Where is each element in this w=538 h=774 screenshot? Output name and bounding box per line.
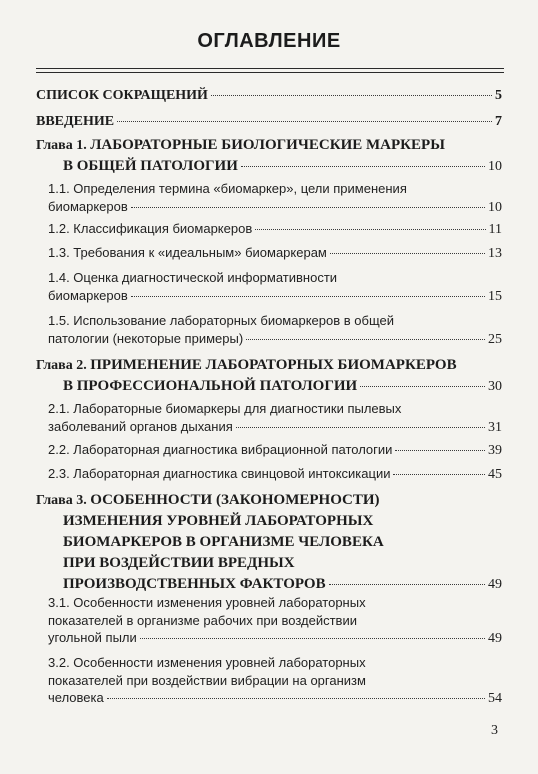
dot-leader: [236, 427, 485, 428]
entry-title-cont: показателей при воздействии вибрации на организм: [48, 672, 366, 688]
entry-title: 1.5. Использование лабораторных биомаркеров в общей: [48, 313, 394, 328]
chapter-label: Глава 1.: [36, 138, 87, 153]
entry-title: 2.2. Лабораторная диагностика вибрационной патологии: [48, 442, 393, 457]
entry-title: 1.1. Определения термина «биомаркер», цели применения: [48, 181, 407, 196]
heading-rule-bottom: [36, 72, 504, 73]
dot-leader: [393, 474, 485, 475]
entry-page: 49: [488, 577, 502, 592]
heading-rule-top: [36, 68, 504, 69]
entry-page: 49: [488, 631, 502, 646]
entry-title: ВВЕДЕНИЕ: [36, 114, 115, 129]
entry-page: 5: [495, 88, 502, 103]
toc-entry-3-1[interactable]: [48, 594, 502, 648]
entry-title: ОСОБЕННОСТИ (ЗАКОНОМЕРНОСТИ): [90, 492, 380, 508]
toc-entry-introduction[interactable]: [36, 111, 502, 132]
dot-leader: [360, 386, 485, 387]
dot-leader: [329, 584, 485, 585]
toc-entry-1-5[interactable]: [48, 312, 502, 348]
entry-title: 2.3. Лабораторная диагностика свинцовой интоксикации: [48, 466, 391, 481]
entry-page: 54: [488, 691, 502, 706]
dot-leader: [107, 698, 485, 699]
entry-page: 13: [488, 246, 502, 261]
dot-leader: [131, 296, 485, 297]
dot-leader: [140, 638, 485, 639]
toc-entry-abbreviations[interactable]: [36, 85, 502, 106]
entry-page: 30: [488, 379, 502, 394]
dot-leader: [255, 229, 485, 230]
entry-title-cont: БИОМАРКЕРОВ В ОРГАНИЗМЕ ЧЕЛОВЕКА: [63, 534, 384, 550]
entry-page: 15: [488, 288, 502, 304]
dot-leader: [395, 450, 485, 451]
dot-leader: [131, 207, 485, 208]
toc-entry-1-3[interactable]: [48, 244, 502, 263]
entry-title-cont: патологии (некоторые примеры): [48, 330, 244, 346]
entry-title-cont: В ПРОФЕССИОНАЛЬНОЙ ПАТОЛОГИИ: [63, 378, 358, 394]
entry-title-cont: В ОБЩЕЙ ПАТОЛОГИИ: [63, 158, 238, 174]
toc-entry-chapter-2[interactable]: [36, 355, 502, 397]
entry-page: 10: [488, 199, 502, 215]
entry-page: 7: [495, 114, 502, 129]
entry-title: ПРИМЕНЕНИЕ ЛАБОРАТОРНЫХ БИОМАРКЕРОВ: [90, 357, 457, 373]
entry-title-cont: угольной пыли: [48, 630, 137, 645]
dot-leader: [211, 95, 492, 96]
entry-title: ЛАБОРАТОРНЫЕ БИОЛОГИЧЕСКИЕ МАРКЕРЫ: [90, 137, 445, 153]
toc-entry-chapter-1[interactable]: [36, 135, 502, 177]
entry-title: 1.4. Оценка диагностической информативности: [48, 270, 338, 285]
dot-leader: [117, 121, 492, 122]
entry-title: 1.3. Требования к «идеальным» биомаркерам: [48, 245, 327, 260]
entry-title: 1.2. Классификация биомаркеров: [48, 221, 253, 236]
chapter-label: Глава 3.: [36, 493, 87, 508]
entry-title-cont: биомаркеров: [48, 198, 128, 214]
entry-title-cont: человека: [48, 690, 104, 705]
toc-entry-1-4[interactable]: [48, 269, 502, 305]
toc-entry-2-2[interactable]: [48, 441, 502, 460]
entry-title: СПИСОК СОКРАЩЕНИЙ: [36, 88, 208, 103]
entry-title: 2.1. Лабораторные биомаркеры для диагностики пылевых: [48, 401, 402, 416]
entry-title-cont: биомаркеров: [48, 287, 128, 303]
chapter-label: Глава 2.: [36, 358, 87, 373]
entry-page: 10: [488, 159, 502, 174]
toc-heading: ОГЛАВЛЕНИЕ: [197, 30, 341, 52]
entry-page: 25: [488, 331, 502, 347]
entry-title-cont: ПРОИЗВОДСТВЕННЫХ ФАКТОРОВ: [63, 576, 326, 592]
dot-leader: [330, 253, 485, 254]
toc-entry-2-1[interactable]: [48, 400, 502, 436]
toc-entry-1-1[interactable]: [48, 180, 502, 216]
entry-title-cont: ПРИ ВОЗДЕЙСТВИИ ВРЕДНЫХ: [63, 555, 295, 571]
entry-page: 31: [488, 419, 502, 435]
entry-page: 39: [488, 443, 502, 458]
entry-title-cont: показателей в организме рабочих при воздействии: [48, 612, 357, 628]
page-number: 3: [491, 723, 498, 738]
dot-leader: [246, 339, 485, 340]
entry-title-cont: заболеваний органов дыхания: [48, 418, 233, 434]
entry-title: 3.1. Особенности изменения уровней лабораторных: [48, 595, 366, 610]
entry-title-cont: ИЗМЕНЕНИЯ УРОВНЕЙ ЛАБОРАТОРНЫХ: [63, 513, 374, 529]
toc-entry-3-2[interactable]: [48, 654, 502, 708]
entry-page: 11: [488, 222, 502, 237]
entry-page: 45: [488, 467, 502, 482]
toc-entry-2-3[interactable]: [48, 465, 502, 484]
toc-entry-1-2[interactable]: [48, 220, 502, 239]
dot-leader: [241, 166, 485, 167]
entry-title: 3.2. Особенности изменения уровней лабораторных: [48, 655, 366, 670]
toc-entry-chapter-3[interactable]: [36, 490, 502, 595]
